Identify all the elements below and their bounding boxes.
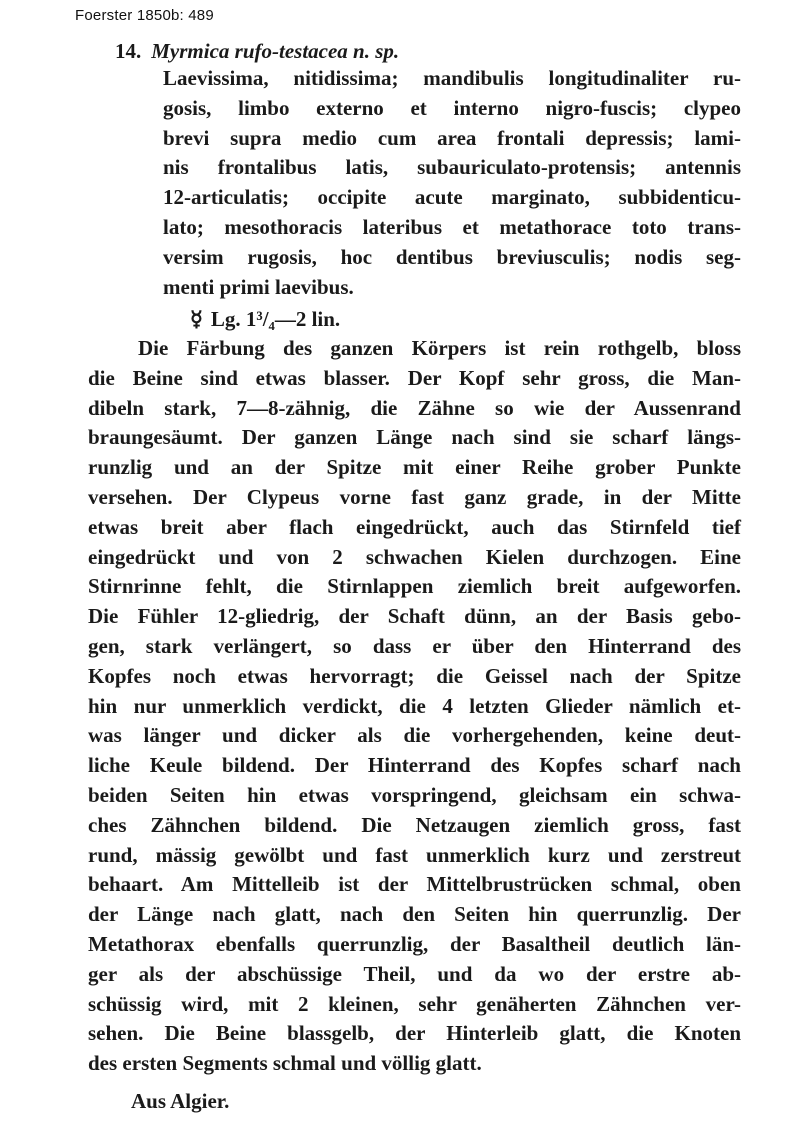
worker-symbol: ☿ <box>190 307 203 331</box>
description-line: runzlig und an der Spitze mit einer Reihe grober Punkte <box>88 455 741 480</box>
description-line: Die Färbung des ganzen Körpers ist rein rothgelb, bloss <box>138 336 741 360</box>
locality-line: Aus Algier. <box>131 1089 230 1113</box>
species-name: Myrmica rufo-testacea n. sp. <box>151 39 400 63</box>
description-line: behaart. Am Mittelleib ist der Mittelbrustrücken schmal, oben <box>88 872 741 897</box>
description-line: rund, mässig gewölbt und fast unmerklich kurz und zerstreut <box>88 842 741 867</box>
species-number: 14. <box>115 39 142 63</box>
description-line: Kopfes noch etwas hervorragt; die Geissel nach der Spitze <box>88 663 741 688</box>
diagnosis-line: brevi supra medio cum area frontali depressis; lami- <box>163 125 741 150</box>
description-line: hin nur unmerklich verdickt, die 4 letzten Glieder nämlich et- <box>88 693 741 718</box>
description-line: braungesäumt. Der ganzen Länge nach sind sie scharf längs- <box>88 425 741 450</box>
description-line: Die Fühler 12-gliedrig, der Schaft dünn, an der Basis gebo- <box>88 604 741 629</box>
latin-diagnosis <box>163 64 741 302</box>
description-line: etwas breit aber flach eingedrückt, auch das Stirnfeld tief <box>88 514 741 539</box>
german-description <box>88 334 741 1079</box>
species-heading <box>115 37 399 67</box>
diagnosis-line: nis frontalibus latis, subauriculato-protensis; antennis <box>163 155 741 180</box>
diagnosis-line: versim rugosis, hoc dentibus breviusculis; nodis seg- <box>163 244 741 269</box>
description-line: eingedrückt und von 2 schwachen Kielen durchzogen. Eine <box>88 544 741 569</box>
description-line: versehen. Der Clypeus vorne fast ganz grade, in der Mitte <box>88 484 741 509</box>
description-line: Metathorax ebenfalls querrunzlig, der Basaltheil deutlich län- <box>88 931 741 956</box>
description-line: sehen. Die Beine blassgelb, der Hinterleib glatt, die Knoten <box>88 1021 741 1046</box>
description-line: dibeln stark, 7—8-zähnig, die Zähne so wie der Aussenrand <box>88 395 741 420</box>
worker-length <box>190 305 340 335</box>
description-line: Stirnrinne fehlt, die Stirnlappen ziemlich breit aufgeworfen. <box>88 574 741 599</box>
diagnosis-line: gosis, limbo externo et interno nigro-fuscis; clypeo <box>163 95 741 120</box>
description-line: ches Zähnchen bildend. Die Netzaugen ziemlich gross, fast <box>88 812 741 837</box>
description-line: die Beine sind etwas blasser. Der Kopf sehr gross, die Man- <box>88 365 741 390</box>
description-line: liche Keule bildend. Der Hinterrand des Kopfes scharf nach <box>88 753 741 778</box>
citation-label: Foerster 1850b: 489 <box>75 7 214 24</box>
diagnosis-line: Laevissima, nitidissima; mandibulis longitudinaliter ru- <box>163 66 741 90</box>
description-line: schüssig wird, mit 2 kleinen, sehr genäherten Zähnchen ver- <box>88 991 741 1016</box>
description-line: was länger und dicker als die vorhergehenden, keine deut- <box>88 723 741 748</box>
description-line: des ersten Segments schmal und völlig glatt. <box>88 1051 482 1076</box>
description-line: gen, stark verlängert, so dass er über den Hinterrand des <box>88 633 741 658</box>
diagnosis-line: 12-articulatis; occipite acute marginato, subbidenticu- <box>163 185 741 210</box>
description-line: beiden Seiten hin etwas vorspringend, gleichsam ein schwa- <box>88 782 741 807</box>
description-line: der Länge nach glatt, nach den Seiten hin querrunzlig. Der <box>88 902 741 927</box>
diagnosis-line: lato; mesothoracis lateribus et metathorace toto trans- <box>163 214 741 239</box>
description-line: ger als der abschüssige Theil, und da wo der erstre ab- <box>88 961 741 986</box>
length-value: Lg. 1³/₄—2 lin. <box>210 307 341 331</box>
diagnosis-line: menti primi laevibus. <box>163 274 354 299</box>
